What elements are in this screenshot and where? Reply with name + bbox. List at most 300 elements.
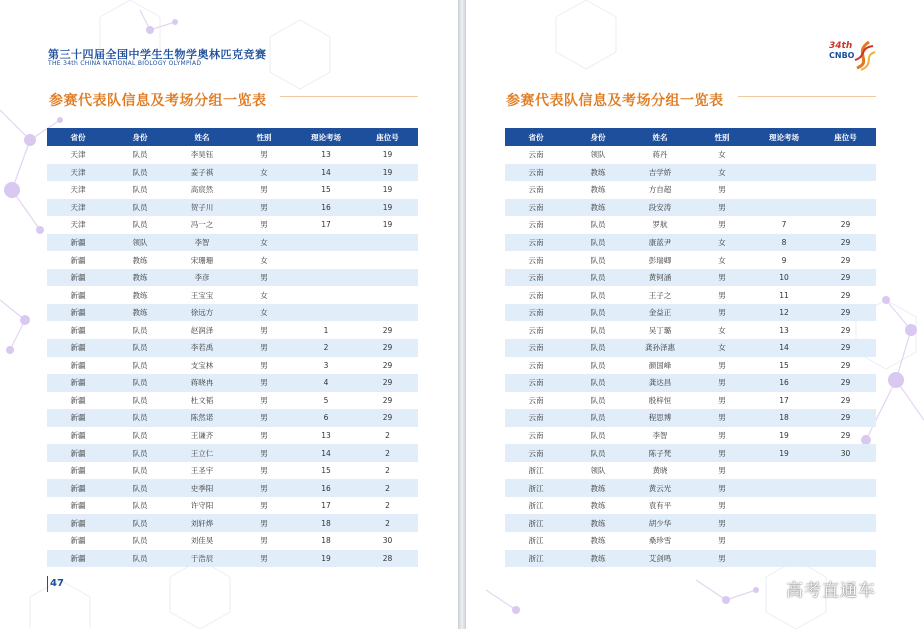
cell-province: 云南 <box>528 220 544 230</box>
cell-gender: 男 <box>233 374 295 392</box>
cell-exam-room: 17 <box>321 501 331 511</box>
cell-gender: 男 <box>233 514 295 532</box>
cell-seat: 19 <box>357 199 418 217</box>
cell-gender: 男 <box>718 185 726 195</box>
table-row <box>505 532 876 550</box>
cell-name: 冯一之 <box>190 220 214 230</box>
cell-role: 队员 <box>567 304 629 322</box>
table-row <box>505 514 876 532</box>
column-header-seat: 座位号 <box>815 128 876 146</box>
cell-role: 队员 <box>590 220 606 230</box>
cell-name: 史季阳 <box>171 479 233 497</box>
cell-exam-room: 13 <box>321 150 331 160</box>
cell-province: 新疆 <box>47 444 109 462</box>
cell-role: 队员 <box>132 466 148 476</box>
cell-name: 康蓝尹 <box>629 234 691 252</box>
cell-exam-room: 18 <box>295 514 357 532</box>
cell-seat: 29 <box>840 360 851 370</box>
cell-province: 云南 <box>505 339 567 357</box>
cell-name: 支宝林 <box>190 360 214 370</box>
cell-province: 浙江 <box>528 466 544 476</box>
table-row <box>505 409 876 427</box>
cell-gender: 男 <box>260 185 268 195</box>
table-row <box>47 427 418 445</box>
cell-name: 彭瑞卿 <box>648 255 672 265</box>
page-number: 47 <box>50 578 64 589</box>
cell-exam-room <box>753 497 815 515</box>
cell-name: 李若禹 <box>171 339 233 357</box>
cell-gender: 男 <box>260 220 268 230</box>
table-header-row <box>505 128 876 146</box>
cell-role: 队员 <box>567 374 629 392</box>
cell-gender: 男 <box>691 479 753 497</box>
cell-name: 徐远方 <box>171 304 233 322</box>
table-row <box>47 479 418 497</box>
table-row <box>505 216 876 234</box>
cell-name: 姜子祺 <box>171 164 233 182</box>
cell-name: 黄云光 <box>629 479 691 497</box>
cell-seat: 19 <box>382 185 393 195</box>
cell-seat: 2 <box>385 501 390 511</box>
cell-seat <box>357 304 418 322</box>
cell-province: 云南 <box>505 444 567 462</box>
cell-seat <box>815 181 876 199</box>
cell-name: 程思博 <box>629 409 691 427</box>
cell-role: 队员 <box>590 255 606 265</box>
cell-seat: 29 <box>815 304 876 322</box>
logo-edition-number: 34th <box>829 41 853 51</box>
cell-exam-room <box>295 286 357 304</box>
cell-gender: 男 <box>718 536 726 546</box>
cell-exam-room: 11 <box>779 290 789 300</box>
cell-name: 王谦齐 <box>190 431 214 441</box>
cell-exam-room <box>295 234 357 252</box>
cell-seat: 30 <box>382 536 393 546</box>
column-header-name: 姓名 <box>171 128 233 146</box>
cell-role: 队员 <box>132 150 148 160</box>
cell-role: 队员 <box>109 550 171 568</box>
cell-gender: 女 <box>691 164 753 182</box>
cell-name: 龚孙泽惠 <box>629 339 691 357</box>
table-row <box>505 251 876 269</box>
cell-exam-room: 13 <box>779 325 789 335</box>
table-row <box>47 251 418 269</box>
cell-province: 新疆 <box>70 466 86 476</box>
cell-role: 教练 <box>567 514 629 532</box>
cell-exam-room: 14 <box>295 164 357 182</box>
cell-province: 云南 <box>505 164 567 182</box>
column-header-exam-room: 理论考场 <box>295 128 357 146</box>
cell-province: 浙江 <box>528 536 544 546</box>
column-header-role: 身份 <box>109 128 171 146</box>
cell-gender: 男 <box>718 220 726 230</box>
cell-role: 队员 <box>590 360 606 370</box>
cell-role: 队员 <box>109 444 171 462</box>
cell-province: 新疆 <box>47 304 109 322</box>
cell-exam-room: 12 <box>753 304 815 322</box>
cell-exam-room: 2 <box>295 339 357 357</box>
cell-province: 天津 <box>70 150 86 160</box>
cell-name: 王宝宝 <box>190 290 214 300</box>
cell-province: 云南 <box>505 269 567 287</box>
cell-province: 云南 <box>528 185 544 195</box>
cell-role: 队员 <box>590 395 606 405</box>
cell-province: 云南 <box>528 325 544 335</box>
cell-exam-room: 16 <box>295 479 357 497</box>
cell-gender: 男 <box>691 409 753 427</box>
cell-name: 殷梓恒 <box>648 395 672 405</box>
cell-exam-room <box>295 251 357 269</box>
cell-gender: 男 <box>260 395 268 405</box>
table-row <box>505 479 876 497</box>
cell-province: 新疆 <box>47 374 109 392</box>
cell-seat <box>357 251 418 269</box>
cell-exam-room <box>295 269 357 287</box>
cell-role: 领队 <box>590 466 606 476</box>
column-header-gender: 性别 <box>233 128 295 146</box>
table-row <box>505 146 876 164</box>
cell-seat: 2 <box>357 514 418 532</box>
cell-role: 队员 <box>567 409 629 427</box>
cell-province: 新疆 <box>70 325 86 335</box>
cell-role: 队员 <box>132 360 148 370</box>
cell-name: 赵润泽 <box>190 325 214 335</box>
cell-exam-room: 19 <box>779 431 789 441</box>
cell-seat: 29 <box>382 395 393 405</box>
cell-province: 新疆 <box>70 501 86 511</box>
cell-name: 艾剑鸣 <box>629 550 691 568</box>
cell-name: 王圣宇 <box>190 466 214 476</box>
cell-province: 云南 <box>505 409 567 427</box>
table-row <box>505 339 876 357</box>
cell-name: 段安涛 <box>629 199 691 217</box>
column-header-exam-room: 理论考场 <box>753 128 815 146</box>
cell-exam-room: 7 <box>781 220 787 230</box>
cell-seat: 29 <box>382 325 393 335</box>
cell-province: 云南 <box>505 199 567 217</box>
cell-role: 教练 <box>567 164 629 182</box>
cell-gender: 男 <box>260 360 268 370</box>
cell-province: 新疆 <box>47 339 109 357</box>
cell-exam-room <box>295 304 357 322</box>
cell-gender: 男 <box>691 374 753 392</box>
table-row <box>47 339 418 357</box>
cell-name: 刘轩烨 <box>171 514 233 532</box>
cell-role: 队员 <box>567 269 629 287</box>
cell-name: 袁有平 <box>648 501 672 511</box>
cell-exam-room: 16 <box>295 199 357 217</box>
cell-gender: 男 <box>260 466 268 476</box>
cell-seat: 29 <box>815 374 876 392</box>
left-page <box>0 0 458 629</box>
table-row <box>505 444 876 462</box>
cell-province: 云南 <box>528 290 544 300</box>
cnbo-logo <box>829 38 877 72</box>
cell-role: 教练 <box>590 501 606 511</box>
table-row <box>505 286 876 304</box>
cell-role: 队员 <box>567 234 629 252</box>
page-number-rule <box>47 576 48 592</box>
cell-seat: 29 <box>840 220 851 230</box>
cell-gender: 男 <box>718 395 726 405</box>
cell-role: 队员 <box>109 199 171 217</box>
cell-seat: 29 <box>840 255 851 265</box>
table-row <box>505 374 876 392</box>
table-row <box>47 497 418 515</box>
cell-role: 队员 <box>132 431 148 441</box>
cell-province: 新疆 <box>70 395 86 405</box>
cell-exam-room <box>753 532 815 550</box>
table-row <box>47 146 418 164</box>
table-row <box>505 199 876 217</box>
cell-seat: 29 <box>815 339 876 357</box>
cell-seat <box>357 269 418 287</box>
cell-province: 新疆 <box>70 255 86 265</box>
table-row <box>505 427 876 445</box>
cell-province: 天津 <box>47 199 109 217</box>
cell-exam-room <box>753 199 815 217</box>
cell-exam-room: 15 <box>321 185 331 195</box>
table-row <box>505 392 876 410</box>
cell-province: 新疆 <box>47 514 109 532</box>
cell-gender: 男 <box>260 325 268 335</box>
cell-gender: 女 <box>691 339 753 357</box>
cell-role: 教练 <box>109 304 171 322</box>
cell-name: 吉学娇 <box>629 164 691 182</box>
cell-gender: 男 <box>233 269 295 287</box>
section-title-rule <box>280 96 418 97</box>
cell-exam-room: 8 <box>753 234 815 252</box>
watermark-text: 高考直通车 <box>786 581 876 601</box>
cell-gender: 男 <box>691 304 753 322</box>
table-row <box>47 234 418 252</box>
table-row <box>47 409 418 427</box>
cell-province: 浙江 <box>505 514 567 532</box>
cell-name: 李彦 <box>171 269 233 287</box>
cell-gender: 女 <box>260 290 268 300</box>
cell-exam-room: 15 <box>321 466 331 476</box>
cell-gender: 男 <box>718 360 726 370</box>
cell-province: 云南 <box>528 431 544 441</box>
cell-name: 龚达昌 <box>629 374 691 392</box>
table-row <box>505 234 876 252</box>
cell-name: 高宸然 <box>190 185 214 195</box>
cell-gender: 男 <box>233 550 295 568</box>
delegation-table-left <box>47 128 418 567</box>
cell-province: 新疆 <box>47 234 109 252</box>
cell-name: 李昊钰 <box>190 150 214 160</box>
cell-name: 蒋丹 <box>652 150 668 160</box>
cell-exam-room <box>753 146 815 164</box>
cell-province: 浙江 <box>505 550 567 568</box>
table-row <box>47 216 418 234</box>
cell-exam-room <box>753 181 815 199</box>
cell-seat: 29 <box>815 234 876 252</box>
cell-seat: 29 <box>357 374 418 392</box>
table-row <box>47 181 418 199</box>
cell-seat <box>815 514 876 532</box>
cell-name: 吴丁璐 <box>648 325 672 335</box>
cell-name: 方自超 <box>648 185 672 195</box>
cell-gender: 男 <box>691 444 753 462</box>
column-header-seat: 座位号 <box>357 128 418 146</box>
cell-province: 云南 <box>528 255 544 265</box>
cell-seat: 29 <box>357 409 418 427</box>
right-page <box>466 0 924 629</box>
cell-role: 队员 <box>132 220 148 230</box>
cell-role: 队员 <box>132 185 148 195</box>
cell-exam-room: 9 <box>781 255 787 265</box>
column-header-province: 省份 <box>47 128 109 146</box>
cell-seat <box>815 550 876 568</box>
column-header-role: 身份 <box>567 128 629 146</box>
cell-role: 教练 <box>567 479 629 497</box>
cell-seat <box>815 164 876 182</box>
cell-name: 李智 <box>652 431 668 441</box>
cell-exam-room: 3 <box>323 360 329 370</box>
cell-seat: 19 <box>357 164 418 182</box>
cell-exam-room <box>753 479 815 497</box>
cell-province: 天津 <box>70 185 86 195</box>
cell-gender: 男 <box>691 550 753 568</box>
cell-gender: 女 <box>718 255 726 265</box>
cell-province: 云南 <box>505 374 567 392</box>
cell-gender: 女 <box>233 234 295 252</box>
cell-seat: 29 <box>357 339 418 357</box>
cell-name: 陈子梵 <box>629 444 691 462</box>
table-row <box>505 269 876 287</box>
cell-seat: 29 <box>840 431 851 441</box>
cell-role: 队员 <box>567 444 629 462</box>
cell-seat: 2 <box>385 466 390 476</box>
cell-name: 陈然诺 <box>171 409 233 427</box>
cell-exam-room: 5 <box>323 395 329 405</box>
cell-gender: 男 <box>691 269 753 287</box>
table-row <box>47 392 418 410</box>
cell-province: 天津 <box>70 220 86 230</box>
cell-gender: 男 <box>233 199 295 217</box>
dna-swirl-icon <box>851 38 877 72</box>
cell-gender: 女 <box>260 255 268 265</box>
cell-seat: 28 <box>357 550 418 568</box>
cell-gender: 男 <box>233 409 295 427</box>
cell-name: 颜国峰 <box>648 360 672 370</box>
table-row <box>505 497 876 515</box>
book-spine <box>458 0 466 629</box>
table-row <box>47 164 418 182</box>
cell-name: 桑珍雪 <box>648 536 672 546</box>
table-row <box>47 444 418 462</box>
cell-role: 队员 <box>132 325 148 335</box>
cell-seat <box>815 532 876 550</box>
table-row <box>47 286 418 304</box>
cell-role: 队员 <box>109 164 171 182</box>
cell-name: 李智 <box>171 234 233 252</box>
cell-role: 教练 <box>132 255 148 265</box>
table-row <box>47 269 418 287</box>
cell-seat: 29 <box>840 325 851 335</box>
cell-province: 新疆 <box>47 269 109 287</box>
cell-province: 新疆 <box>70 290 86 300</box>
cell-exam-room: 14 <box>295 444 357 462</box>
cell-exam-room: 6 <box>295 409 357 427</box>
section-title: 参赛代表队信息及考场分组一览表 <box>506 93 724 109</box>
cell-name: 宋珊珊 <box>190 255 214 265</box>
cell-province: 云南 <box>505 304 567 322</box>
cell-role: 队员 <box>567 339 629 357</box>
table-row <box>505 304 876 322</box>
cell-gender: 男 <box>260 501 268 511</box>
cell-seat: 30 <box>815 444 876 462</box>
cell-province: 新疆 <box>47 409 109 427</box>
cell-name: 王立仁 <box>171 444 233 462</box>
cell-exam-room: 1 <box>323 325 329 335</box>
cell-seat: 29 <box>840 395 851 405</box>
column-header-province: 省份 <box>505 128 567 146</box>
cell-seat <box>815 146 876 164</box>
cell-seat <box>357 286 418 304</box>
table-row <box>47 357 418 375</box>
cell-gender: 男 <box>691 199 753 217</box>
cell-name: 金益正 <box>629 304 691 322</box>
cell-gender: 男 <box>718 431 726 441</box>
table-row <box>505 462 876 480</box>
cell-exam-room <box>753 550 815 568</box>
cell-name: 于浩辰 <box>171 550 233 568</box>
cell-role: 教练 <box>567 550 629 568</box>
section-title-rule <box>738 96 876 97</box>
cell-role: 教练 <box>132 290 148 300</box>
cell-province: 云南 <box>528 360 544 370</box>
cell-gender: 男 <box>260 150 268 160</box>
cell-seat: 29 <box>840 290 851 300</box>
cell-name: 杜文韬 <box>190 395 214 405</box>
competition-title: 第三十四届全国中学生生物学奥林匹克竞赛 <box>48 48 267 61</box>
cell-role: 队员 <box>109 479 171 497</box>
cell-name: 蒋晓冉 <box>171 374 233 392</box>
cell-name: 胡少华 <box>629 514 691 532</box>
cell-role: 教练 <box>567 199 629 217</box>
cell-seat: 19 <box>382 150 393 160</box>
cell-exam-room: 10 <box>753 269 815 287</box>
table-row <box>47 550 418 568</box>
cell-exam-room <box>753 462 815 480</box>
logo-text: CNBO <box>829 51 855 60</box>
cell-name: 黄晓 <box>652 466 668 476</box>
cell-role: 队员 <box>590 290 606 300</box>
table-row <box>47 514 418 532</box>
cell-exam-room: 17 <box>321 220 331 230</box>
cell-province: 云南 <box>505 234 567 252</box>
cell-role: 队员 <box>109 374 171 392</box>
cell-seat <box>815 199 876 217</box>
cell-seat: 2 <box>385 431 390 441</box>
table-row <box>505 164 876 182</box>
table-row <box>47 304 418 322</box>
cell-exam-room: 19 <box>753 444 815 462</box>
delegation-table-right <box>505 128 876 567</box>
cell-exam-room: 17 <box>779 395 789 405</box>
cell-exam-room: 16 <box>753 374 815 392</box>
cell-province: 新疆 <box>47 550 109 568</box>
table-row <box>505 550 876 568</box>
cell-gender: 男 <box>718 466 726 476</box>
table-row <box>47 321 418 339</box>
cell-seat <box>815 497 876 515</box>
cell-seat: 19 <box>382 220 393 230</box>
cell-role: 队员 <box>132 536 148 546</box>
cell-seat <box>815 462 876 480</box>
